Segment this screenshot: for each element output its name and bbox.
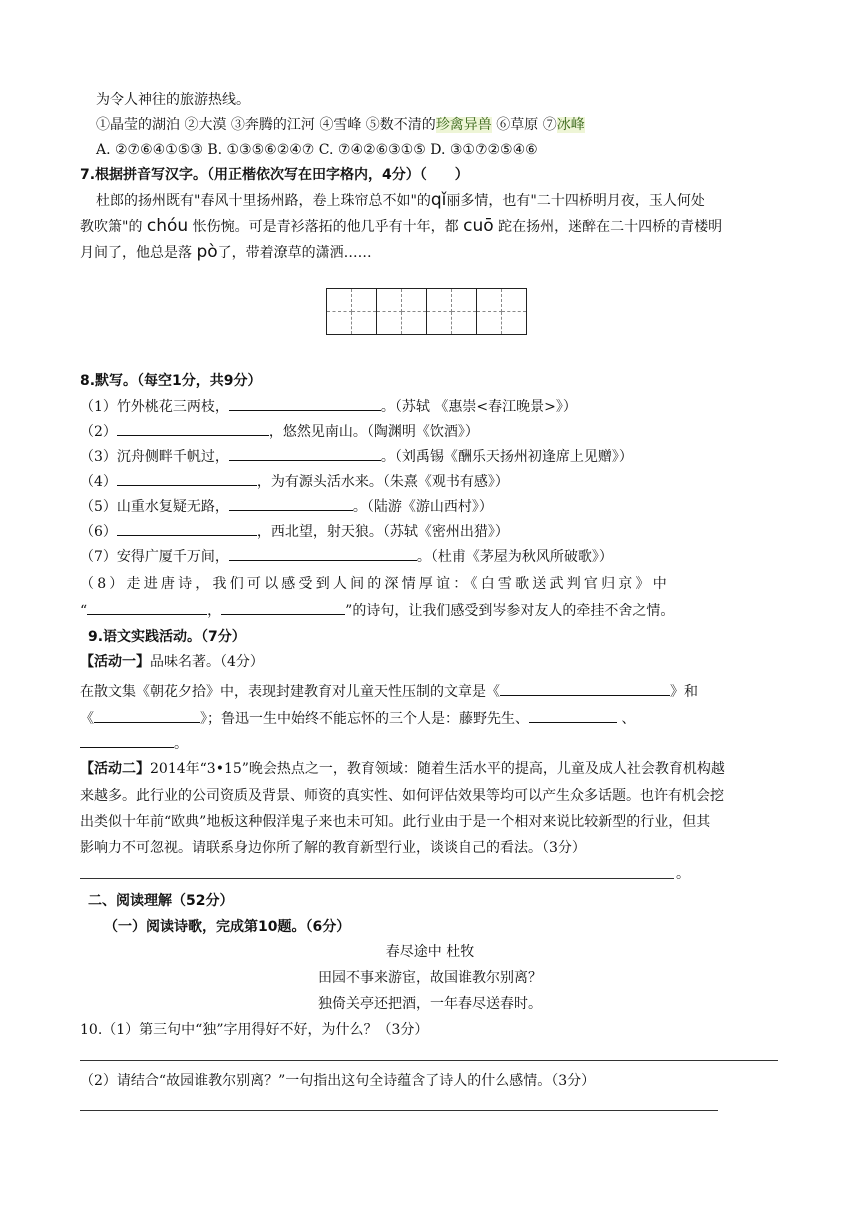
q8-i3-source: 。（刘禹锡《酬乐天扬州初逢席上见赠》） <box>380 449 633 465</box>
q9-answer-end: 。 <box>676 866 690 882</box>
activity2-label: 【活动二】 <box>80 761 150 777</box>
q8-i8-open-quote: “ <box>80 603 88 619</box>
q7-l3a: 月间了，他总是落 <box>80 245 192 261</box>
q8-i4-text: （4） <box>80 474 117 490</box>
a2-l1: 2014年“3•15”晚会热点之一，教育领域：随着生活水平的提高，儿童及成人社会教育机构越 <box>150 761 725 777</box>
q6-options: A. ②⑦⑥④①⑤③ B. ①③⑤⑥②④⑦ C. ⑦④②⑥③①⑤ D. ③①⑦②⑤④⑥ <box>96 142 538 158</box>
q8-blank7[interactable] <box>229 546 417 561</box>
q9-a2-line3: 出类似十年前“欧典”地板这种假洋鬼子来也未可知。此行业由于是一个相对来说比较新型的行业，但其 <box>80 814 711 830</box>
a1-blank4[interactable] <box>80 733 174 748</box>
q8-item6 <box>80 521 509 542</box>
q8-i3-text: （3）沉舟侧畔千帆过， <box>80 449 229 465</box>
q6-items-a: ①晶莹的湖泊 ②大漠 ③奔腾的江河 ④雪峰 ⑤数不清的 <box>96 117 436 133</box>
highlight-ice-peak: 冰峰 <box>556 117 585 133</box>
a1-l2-open: 《 <box>80 711 94 727</box>
q8-item4 <box>80 471 509 492</box>
poem-title: 春尽途中 杜牧 <box>385 944 475 960</box>
q8-item2 <box>80 421 479 442</box>
q8-blank9[interactable] <box>221 600 345 615</box>
pinyin-qi: qǐ <box>430 190 447 210</box>
q8-item3 <box>80 446 633 467</box>
pinyin-cuo: cuō <box>463 216 494 236</box>
a1-l1-text: 在散文集《朝花夕拾》中，表现封建教育对儿童天性压制的文章是《 <box>80 684 500 700</box>
part2-title: 二、阅读理解（52分） <box>88 893 234 909</box>
q9-a2-line1 <box>80 759 725 779</box>
q8-item1 <box>80 396 577 417</box>
q7-title: 7.根据拼音写汉字。（用正楷依次写在田字格内，4分）（ ） <box>80 167 469 183</box>
q7-line1 <box>96 190 705 211</box>
activity1-text: 品味名著。（4分） <box>150 654 264 670</box>
q8-i4-source: ，为有源头活水来。（朱熹《观书有感》） <box>256 474 509 490</box>
a1-l2-sep: 、 <box>621 711 636 727</box>
pinyin-po: pò <box>196 242 218 262</box>
q7-l2b: 怅伤惋。可是青衫落拓的他几乎有十年，都 <box>192 219 459 235</box>
q8-blank5[interactable] <box>229 496 353 511</box>
q8-blank6[interactable] <box>117 521 257 536</box>
a1-blank3[interactable] <box>529 708 617 723</box>
part2-subtitle: （一）阅读诗歌，完成第10题。（6分） <box>104 919 351 935</box>
q8-blank3[interactable] <box>229 446 381 461</box>
a1-l1-end: 》和 <box>670 684 698 700</box>
q8-blank4[interactable] <box>117 471 257 486</box>
q8-i8-rest: ”的诗句，让我们感受到岑参对友人的牵挂不舍之情。 <box>345 603 675 619</box>
q8-title: 8.默写。（每空1分，共9分） <box>80 373 262 389</box>
q10-part1-answer-line[interactable] <box>80 1060 778 1061</box>
q7-l1a: 杜郎的扬州既有"春风十里扬州路，卷上珠帘总不如"的 <box>96 193 431 209</box>
q7-line2 <box>80 216 722 237</box>
q9-a1-line1 <box>80 681 698 702</box>
q8-item5 <box>80 496 493 517</box>
a1-l2-text: 》；鲁迅一生中始终不能忘怀的三个人是：藤野先生、 <box>200 711 529 727</box>
q6-items-b: ⑥草原 ⑦ <box>491 117 557 133</box>
q10-part2: （2）请结合“故园谁教尔别离？”一句指出这句全诗蕴含了诗人的什么感情。（3分） <box>80 1073 596 1089</box>
q9-answer-line[interactable] <box>80 878 674 879</box>
tianzige-grid[interactable] <box>326 288 527 335</box>
q8-i5-text: （5）山重水复疑无路， <box>80 499 229 515</box>
q6-tail: 为令人神往的旅游热线。 <box>96 92 250 108</box>
q8-i5-source: 。（陆游《游山西村》） <box>352 499 493 515</box>
q6-items <box>96 115 585 135</box>
q9-title: 9.语文实践活动。（7分） <box>88 629 246 645</box>
q8-i8-comma: ， <box>207 603 222 619</box>
a1-blank1[interactable] <box>500 681 670 696</box>
pinyin-chou: chóu <box>146 216 189 236</box>
q8-i2-text: （2） <box>80 424 117 440</box>
a1-blank2[interactable] <box>94 708 200 723</box>
q10-part1: 10.（1）第三句中“独”字用得好不好，为什么？（3分） <box>80 1022 429 1038</box>
q8-i1-text: （1）竹外桃花三两枝， <box>80 399 229 415</box>
q8-i1-source: 。（苏轼 《惠崇<春江晚景>》） <box>380 399 577 415</box>
q8-i7-source: 。（杜甫《茅屋为秋风所破歌》） <box>416 549 613 565</box>
poem-line2: 独倚关亭还把酒，一年春尽送春时。 <box>318 996 542 1012</box>
q7-line3 <box>80 242 372 263</box>
q8-blank8[interactable] <box>87 600 207 615</box>
q9-a2-line2: 来越多。此行业的公司资质及背景、师资的真实性、如何评估效果等均可以产生众多话题。也许有机会挖 <box>80 788 724 804</box>
q9-a2-line4: 影响力不可忽视。请联系身边你所了解的教育新型行业，谈谈自己的看法。（3分） <box>80 840 586 856</box>
q8-i6-text: （6） <box>80 524 117 540</box>
q8-i6-source: ，西北望，射天狼。（苏轼《密州出猎》） <box>256 524 509 540</box>
poem-line1: 田园不事来游宦，故国谁教尔别离？ <box>318 970 542 986</box>
q7-l3b: 了，带着潦草的潇洒…… <box>217 245 372 261</box>
q10-part2-answer-line[interactable] <box>80 1110 718 1111</box>
q8-i2-source: ，悠然见南山。（陶渊明《饮酒》） <box>268 424 479 440</box>
q8-blank2[interactable] <box>117 421 269 436</box>
q8-blank1[interactable] <box>229 396 381 411</box>
activity1-label: 【活动一】 <box>80 654 150 670</box>
a1-l3-end: 。 <box>174 736 188 752</box>
q7-l2c: 跎在扬州，迷醉在二十四桥的青楼明 <box>498 219 723 235</box>
q8-item8-line2 <box>80 600 674 621</box>
q9-a1-line3 <box>80 733 188 754</box>
q8-i7-text: （7）安得广厦千万间， <box>80 549 229 565</box>
q7-l1b: 丽多情，也有"二十四桥明月夜，玉人何处 <box>446 193 705 209</box>
highlight-rare-animals: 珍禽异兽 <box>435 117 492 133</box>
q8-item8-line1: （8）走进唐诗，我们可以感受到人间的深情厚谊：《白雪歌送武判官归京》中 <box>80 576 670 592</box>
q8-item7 <box>80 546 613 567</box>
q9-a1-line2 <box>80 708 635 729</box>
q9-activity1 <box>80 652 264 672</box>
q7-l2a: 教吹箫"的 <box>80 219 143 235</box>
